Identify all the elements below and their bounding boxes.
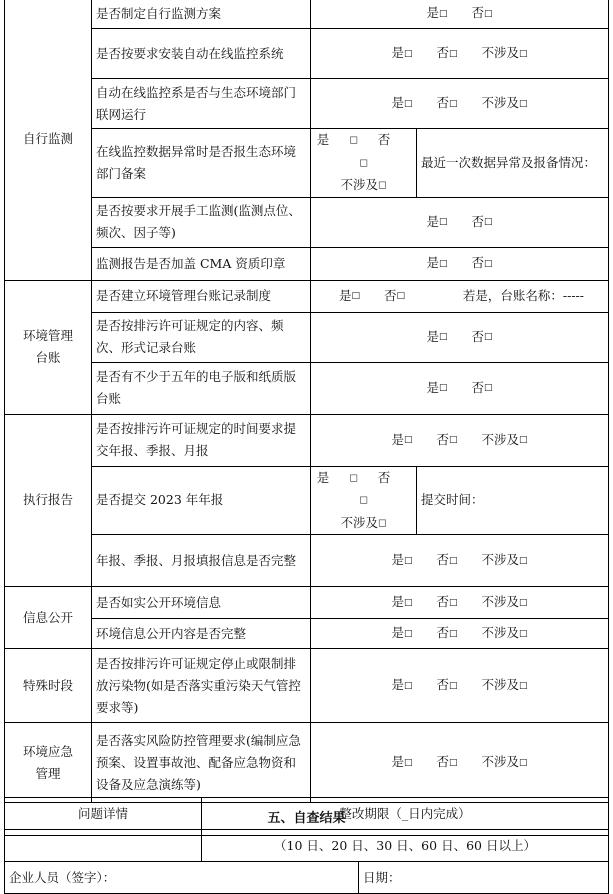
answer-yes-no-na[interactable]: 是□ 否□ 不涉及□ <box>311 723 609 803</box>
table-row <box>5 312 609 362</box>
question-restrict-emissions: 是否按排污许可证规定停止或限制排放污染物(如是否落实重污染天气管控要求等) <box>92 649 311 723</box>
checkbox-icon[interactable]: □ <box>484 383 493 394</box>
section-execution-report: 执行报告 <box>5 414 92 587</box>
checkbox-icon[interactable]: □ <box>403 757 413 768</box>
checkbox-icon[interactable]: □ <box>438 383 448 394</box>
table-row <box>5 723 609 803</box>
checkbox-icon[interactable]: □ <box>403 555 413 566</box>
issue-details-field[interactable] <box>5 830 202 862</box>
question-network-connected: 自动在线监控系是否与生态环境部门联网运行 <box>92 79 311 129</box>
question-report-completeness: 年报、季报、月报填报信息是否完整 <box>92 535 311 587</box>
table-row <box>5 29 609 79</box>
checkbox-icon[interactable]: □ <box>484 217 493 228</box>
result-table <box>4 797 609 894</box>
checkbox-icon[interactable]: □ <box>484 8 493 19</box>
checkbox-icon[interactable]: □ <box>519 555 528 566</box>
checkbox-icon[interactable]: □ <box>449 98 458 109</box>
table-row <box>5 247 609 280</box>
answer-yes-no-with-name[interactable]: 是□ 否□ 若是，台账名称：----- <box>311 280 609 312</box>
checkbox-icon[interactable]: □ <box>484 258 493 269</box>
checkbox-icon[interactable]: □ <box>449 435 458 446</box>
answer-yes-no[interactable]: 是□ 否□ <box>311 0 609 29</box>
checkbox-icon[interactable]: □ <box>359 158 368 168</box>
table-row <box>5 280 609 312</box>
checkbox-icon[interactable]: □ <box>438 8 448 19</box>
table-row <box>5 0 609 29</box>
table-row <box>5 862 609 894</box>
checkbox-icon[interactable]: □ <box>403 98 413 109</box>
table-row <box>5 619 609 649</box>
submission-time-field[interactable]: 提交时间： <box>417 466 609 535</box>
answer-yes-no[interactable]: 是□ 否□ <box>311 362 609 414</box>
section-special-period: 特殊时段 <box>5 649 92 723</box>
question-cma-seal: 监测报告是否加盖 CMA 资质印章 <box>92 247 311 280</box>
checkbox-icon[interactable]: □ <box>449 48 458 59</box>
answer-yes-no-na-compact[interactable]: 是 □ 否□ 不涉及□ <box>311 466 417 535</box>
table-row <box>5 197 609 247</box>
answer-yes-no-na[interactable]: 是□ 否□ 不涉及□ <box>311 79 609 129</box>
checkbox-icon[interactable]: □ <box>403 435 413 446</box>
table-row <box>5 798 609 830</box>
table-row <box>5 830 609 862</box>
checkbox-icon[interactable]: □ <box>519 680 528 691</box>
section-emergency-management: 环境应急管理 <box>5 723 92 803</box>
table-row <box>5 79 609 129</box>
table-row <box>5 129 609 198</box>
checkbox-icon[interactable]: □ <box>438 258 448 269</box>
answer-yes-no[interactable]: 是□ 否□ <box>311 312 609 362</box>
question-monitoring-plan: 是否制定自行监测方案 <box>92 0 311 29</box>
deadline-header: 整改期限（_日内完成） <box>202 798 609 830</box>
answer-yes-no-na[interactable]: 是□ 否□ 不涉及□ <box>311 414 609 466</box>
table-row <box>5 587 609 619</box>
checkbox-icon[interactable]: □ <box>519 628 528 639</box>
checkbox-icon[interactable]: □ <box>519 435 528 446</box>
checkbox-icon[interactable]: □ <box>351 291 361 302</box>
table-row <box>5 414 609 466</box>
checkbox-icon[interactable]: □ <box>519 757 528 768</box>
checkbox-icon[interactable]: □ <box>519 48 528 59</box>
answer-yes-no-na-compact[interactable]: 是 □ 否□ 不涉及□ <box>311 129 417 198</box>
deadline-options[interactable]: （10 日、20 日、30 日、60 日、60 日以上） <box>202 830 609 862</box>
ledger-name-field[interactable]: 若是，台账名称：----- <box>462 287 584 303</box>
table-row <box>5 362 609 414</box>
answer-yes-no-na[interactable]: 是□ 否□ 不涉及□ <box>311 649 609 723</box>
section-self-monitoring: 自行监测 <box>5 0 92 280</box>
checkbox-icon[interactable]: □ <box>519 597 528 608</box>
latest-abnormal-report-field[interactable]: 最近一次数据异常及报备情况： <box>417 129 609 198</box>
answer-yes-no-na[interactable]: 是□ 否□ 不涉及□ <box>311 587 609 619</box>
checkbox-icon[interactable]: □ <box>449 628 458 639</box>
checkbox-icon[interactable]: □ <box>403 597 413 608</box>
table-row <box>5 466 609 535</box>
checkbox-icon[interactable]: □ <box>403 628 413 639</box>
section-environment-ledger: 环境管理台账 <box>5 280 92 414</box>
checkbox-icon[interactable]: □ <box>449 555 458 566</box>
checkbox-icon[interactable]: □ <box>359 495 368 506</box>
question-abnormal-data-report: 在线监控数据异常时是否报生态环境部门备案 <box>92 129 311 198</box>
table-row <box>5 535 609 587</box>
checkbox-icon[interactable]: □ <box>449 757 458 768</box>
issue-details-header: 问题详情 <box>5 798 202 830</box>
checkbox-icon[interactable]: □ <box>484 332 493 343</box>
question-disclose-info: 是否如实公开环境信息 <box>92 587 311 619</box>
question-submit-reports: 是否按排污许可证规定的时间要求提交年报、季报、月报 <box>92 414 311 466</box>
question-risk-prevention: 是否落实风险防控管理要求(编制应急预案、设置事故池、配备应急物资和设备及应急演练等) <box>92 723 311 803</box>
checkbox-icon[interactable]: □ <box>519 98 528 109</box>
staff-signature-field[interactable]: 企业人员（签字）： <box>5 862 359 894</box>
checkbox-icon[interactable]: □ <box>349 473 358 483</box>
question-five-year-ledger: 是否有不少于五年的电子版和纸质版台账 <box>92 362 311 414</box>
checkbox-icon[interactable]: □ <box>449 597 458 608</box>
result-section-title: 五、自查结果 <box>5 803 609 836</box>
question-ledger-system: 是否建立环境管理台账记录制度 <box>92 280 311 312</box>
checkbox-icon[interactable]: □ <box>438 217 448 228</box>
date-field[interactable]: 日期： <box>359 862 609 894</box>
checkbox-icon[interactable]: □ <box>403 48 413 59</box>
checkbox-icon[interactable]: □ <box>396 291 406 302</box>
answer-yes-no[interactable]: 是□ 否□ <box>311 247 609 280</box>
checkbox-icon[interactable]: □ <box>438 332 448 343</box>
inspection-table <box>4 0 609 836</box>
question-ledger-per-permit: 是否按排污许可证规定的内容、频次、形式记录台账 <box>92 312 311 362</box>
checkbox-icon[interactable]: □ <box>449 680 458 691</box>
section-info-disclosure: 信息公开 <box>5 587 92 649</box>
question-annual-report-2023: 是否提交 2023 年年报 <box>92 466 311 535</box>
checkbox-icon[interactable]: □ <box>378 518 387 528</box>
answer-yes-no[interactable]: 是□ 否□ <box>311 197 609 247</box>
answer-yes-no-na[interactable]: 是□ 否□ 不涉及□ <box>311 29 609 79</box>
checkbox-icon[interactable]: □ <box>378 180 387 191</box>
answer-yes-no-na[interactable]: 是□ 否□ 不涉及□ <box>311 535 609 587</box>
question-auto-monitoring-installed: 是否按要求安装自动在线监控系统 <box>92 29 311 79</box>
checkbox-icon[interactable]: □ <box>403 680 413 691</box>
answer-yes-no-na[interactable]: 是□ 否□ 不涉及□ <box>311 619 609 649</box>
question-manual-monitoring: 是否按要求开展手工监测(监测点位、频次、因子等) <box>92 197 311 247</box>
question-disclosure-complete: 环境信息公开内容是否完整 <box>92 619 311 649</box>
table-row <box>5 649 609 723</box>
checkbox-icon[interactable]: □ <box>349 135 358 146</box>
